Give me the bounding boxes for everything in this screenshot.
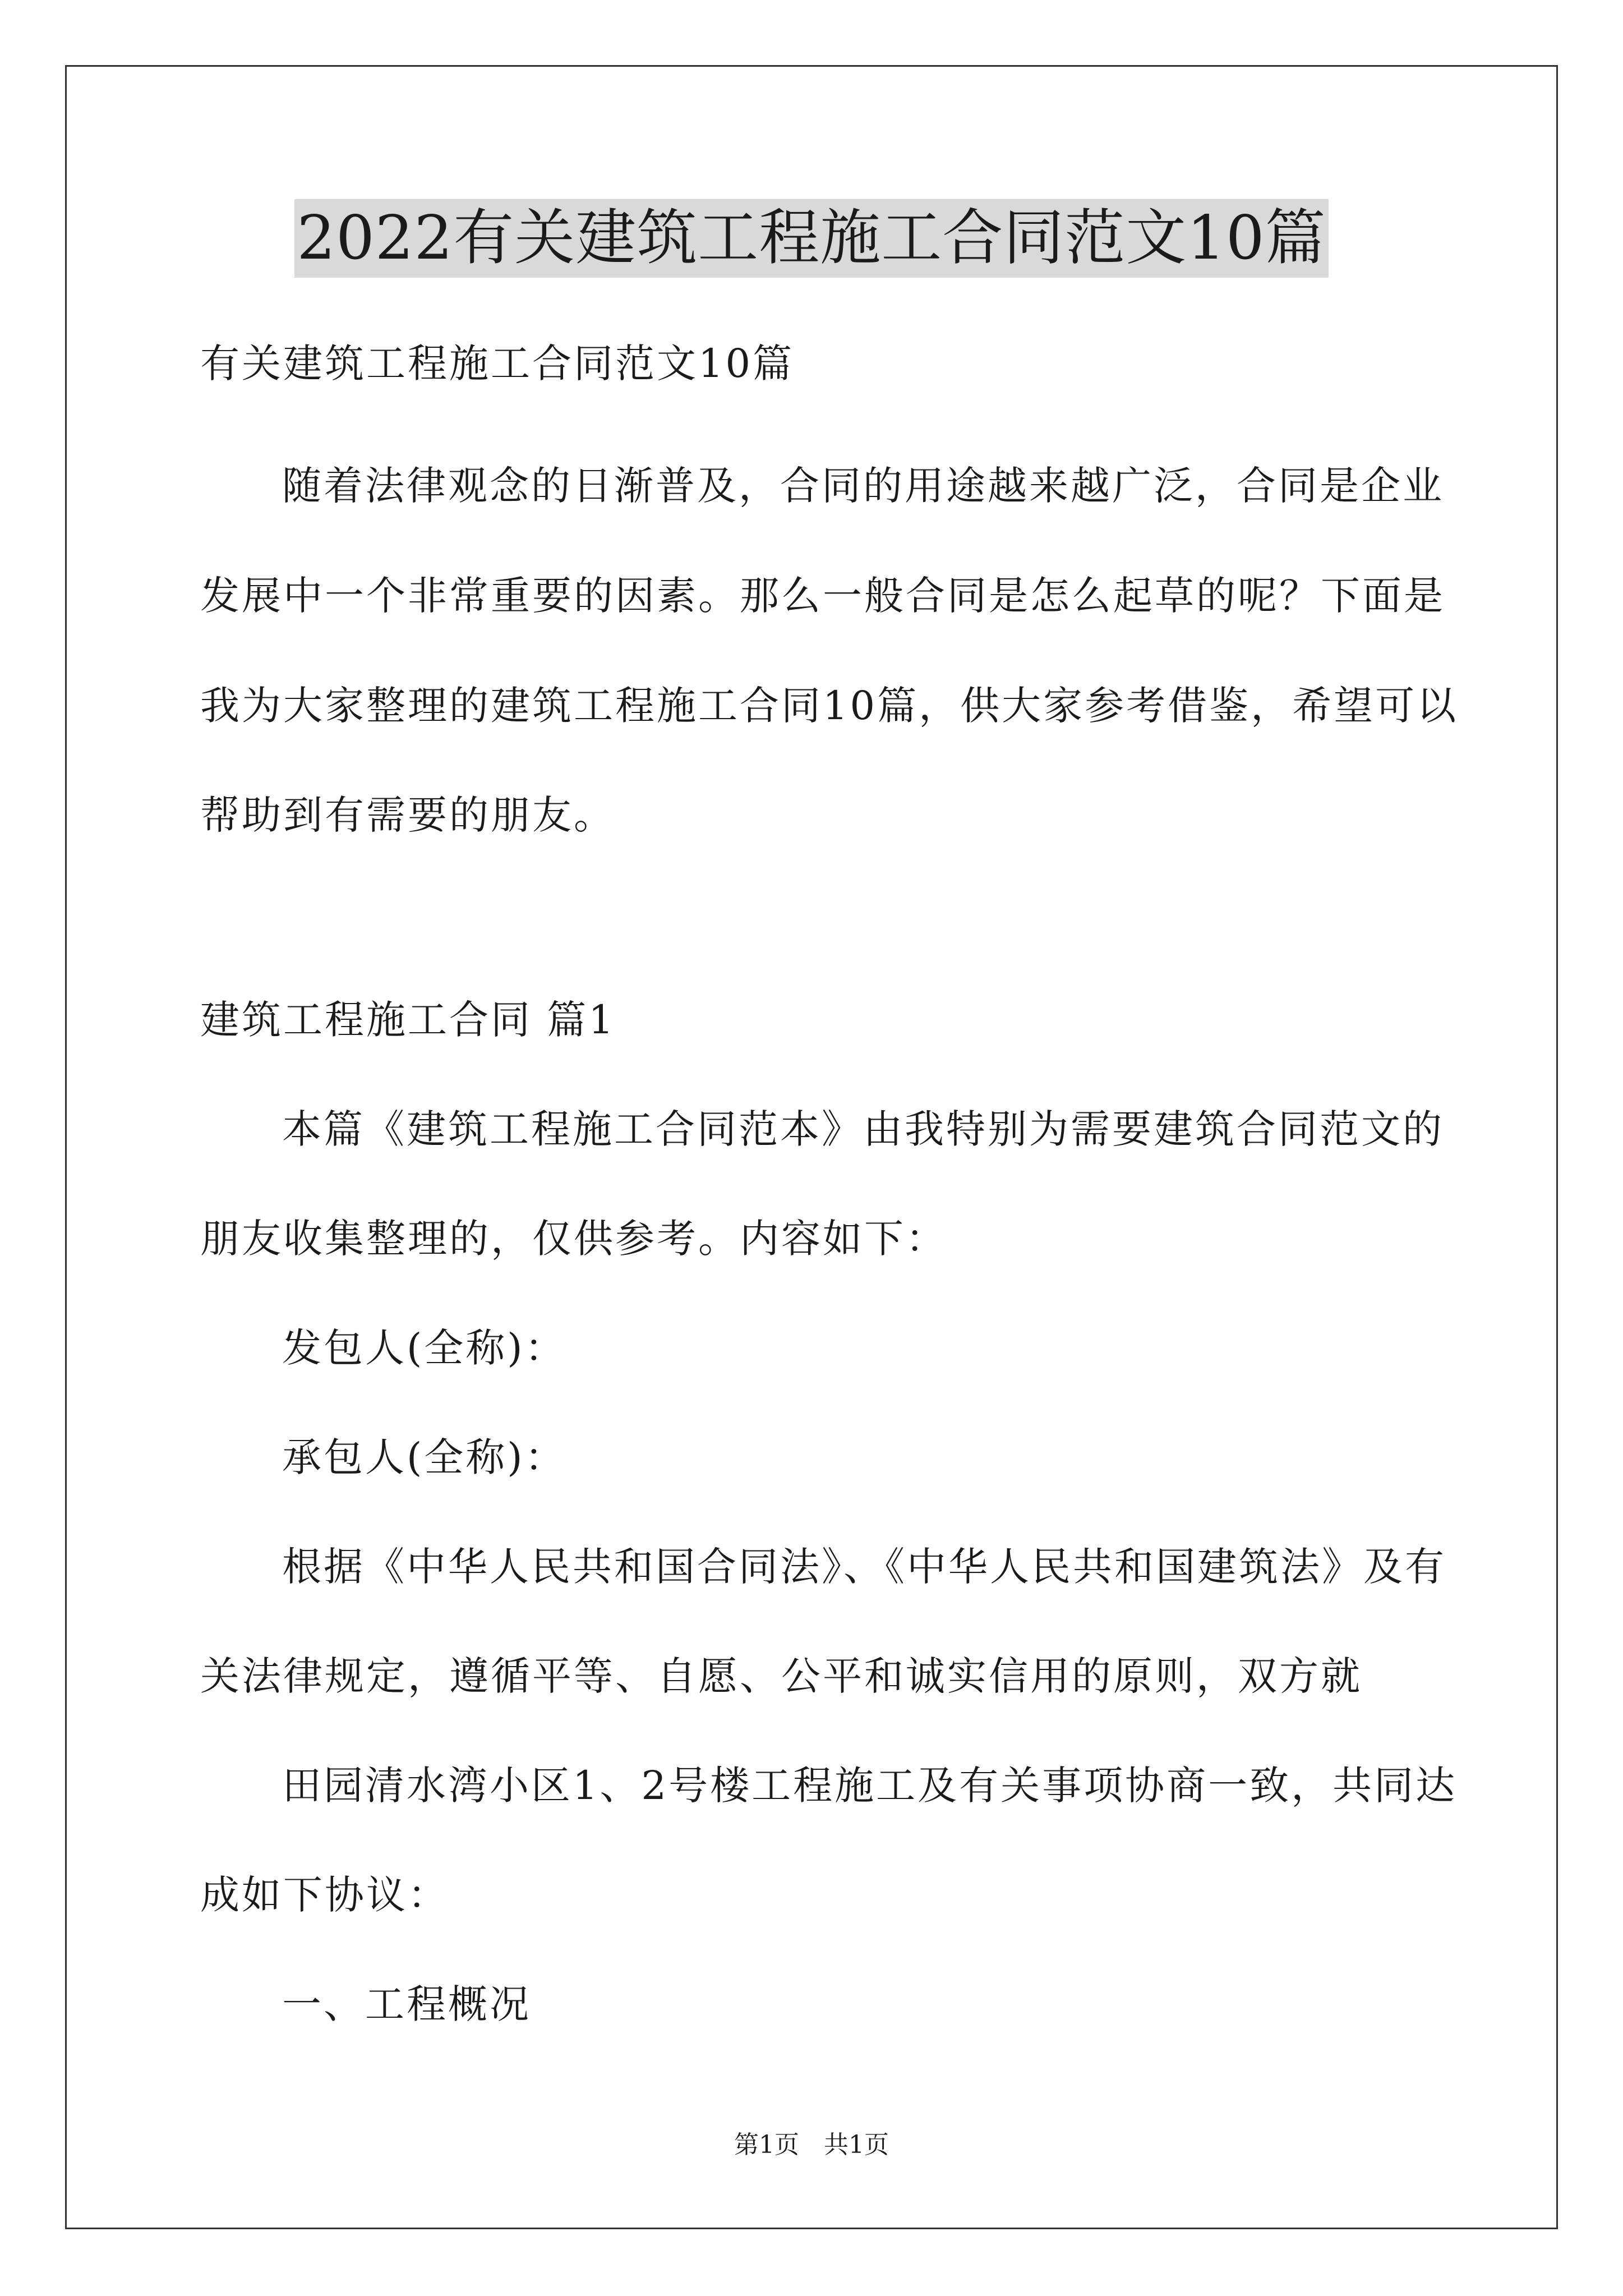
section-heading: 建筑工程施工合同 篇1 — [200, 997, 616, 1043]
document-title: 2022有关建筑工程施工合同范文10篇 — [294, 199, 1328, 278]
intro-line-4: 帮助到有需要的朋友。 — [200, 792, 615, 838]
paragraph-line-4: 关法律规定，遵循平等、自愿、公平和诚实信用的原则，双方就 — [200, 1653, 1362, 1699]
intro-line-2: 发展中一个非常重要的因素。那么一般合同是怎么起草的呢？下面是 — [200, 573, 1445, 619]
contractor-field-label: 承包人(全称)： — [282, 1434, 566, 1480]
employer-field-label: 发包人(全称)： — [282, 1325, 566, 1371]
paragraph-line-2: 朋友收集整理的，仅供参考。内容如下： — [200, 1216, 947, 1262]
intro-line-3: 我为大家整理的建筑工程施工合同10篇，供大家参考借鉴，希望可以 — [200, 683, 1459, 729]
subtitle-line: 有关建筑工程施工合同范文10篇 — [200, 341, 795, 386]
clause-heading: 一、工程概况 — [282, 1981, 531, 2027]
intro-line-1: 随着法律观念的日渐普及，合同的用途越来越广泛，合同是企业 — [282, 463, 1444, 509]
paragraph-line-6: 成如下协议： — [200, 1872, 449, 1918]
paragraph-line-3: 根据《中华人民共和国合同法》、《中华人民共和国建筑法》及有 — [282, 1544, 1446, 1590]
title-container — [0, 199, 1623, 278]
paragraph-line-1: 本篇《建筑工程施工合同范本》由我特别为需要建筑合同范文的 — [282, 1106, 1444, 1152]
paragraph-line-5: 田园清水湾小区1、2号楼工程施工及有关事项协商一致，共同达 — [282, 1763, 1458, 1809]
page-number-footer: 第1页 共1页 — [734, 2131, 889, 2159]
